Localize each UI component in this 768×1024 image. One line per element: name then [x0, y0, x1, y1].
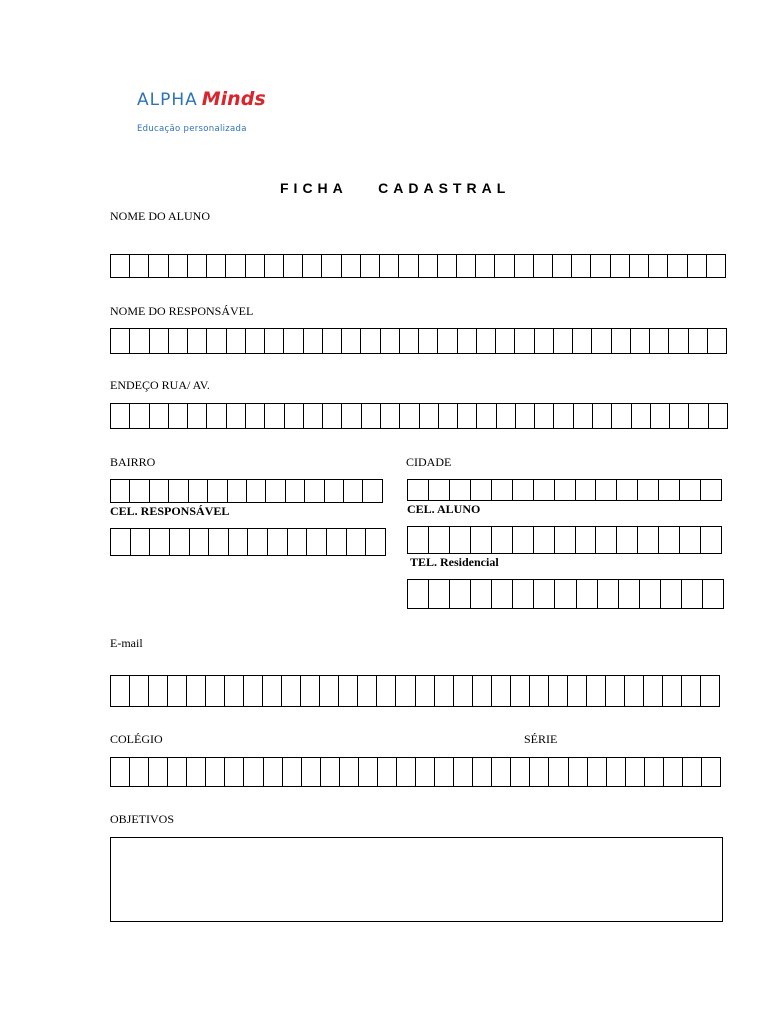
char-box[interactable]	[111, 328, 130, 354]
char-box[interactable]	[689, 328, 708, 354]
char-box[interactable]	[150, 328, 169, 354]
char-box[interactable]	[286, 479, 305, 503]
char-box[interactable]	[187, 757, 206, 787]
char-box[interactable]	[323, 328, 342, 354]
char-box[interactable]	[344, 479, 363, 503]
char-box[interactable]	[555, 579, 576, 609]
char-box[interactable]	[265, 254, 284, 278]
char-box[interactable]	[284, 328, 303, 354]
char-box[interactable]	[632, 403, 651, 429]
char-box[interactable]	[497, 403, 516, 429]
char-box[interactable]	[399, 254, 418, 278]
char-box[interactable]	[325, 479, 344, 503]
colegio-serie-field[interactable]	[110, 757, 721, 787]
char-box[interactable]	[150, 403, 169, 429]
char-box[interactable]	[207, 403, 226, 429]
char-box[interactable]	[511, 675, 530, 707]
char-box[interactable]	[304, 403, 323, 429]
char-box[interactable]	[408, 579, 429, 609]
label-tel-residencial: TEL. Residencial	[410, 555, 499, 569]
char-box[interactable]	[359, 757, 378, 787]
char-box[interactable]	[321, 757, 340, 787]
logo-alpha-text: ALPHA	[137, 90, 198, 110]
char-box[interactable]	[342, 254, 361, 278]
char-box[interactable]	[659, 526, 680, 554]
char-box[interactable]	[612, 403, 631, 429]
label-cel-responsavel: CEL. RESPONSÁVEL	[110, 504, 230, 518]
char-box[interactable]	[555, 479, 576, 501]
char-box[interactable]	[596, 526, 617, 554]
char-box[interactable]	[669, 328, 688, 354]
char-box[interactable]	[495, 254, 514, 278]
char-box[interactable]	[593, 403, 612, 429]
char-box[interactable]	[246, 328, 265, 354]
char-box[interactable]	[244, 757, 263, 787]
char-box[interactable]	[342, 403, 361, 429]
char-box[interactable]	[644, 675, 663, 707]
char-box[interactable]	[492, 579, 513, 609]
char-box[interactable]	[549, 757, 568, 787]
char-box[interactable]	[288, 528, 308, 556]
char-box[interactable]	[670, 403, 689, 429]
char-box[interactable]	[347, 528, 367, 556]
char-box[interactable]	[342, 328, 361, 354]
label-email: E-mail	[110, 636, 143, 650]
char-box[interactable]	[150, 479, 169, 503]
char-box[interactable]	[477, 403, 496, 429]
char-box[interactable]	[617, 526, 638, 554]
char-box[interactable]	[285, 403, 304, 429]
char-box[interactable]	[322, 254, 341, 278]
char-box[interactable]	[661, 579, 682, 609]
char-box[interactable]	[111, 403, 130, 429]
char-box[interactable]	[169, 479, 188, 503]
char-box[interactable]	[549, 675, 568, 707]
char-box[interactable]	[169, 254, 188, 278]
char-box[interactable]	[206, 757, 225, 787]
char-box[interactable]	[680, 526, 701, 554]
char-box[interactable]	[305, 479, 324, 503]
char-box[interactable]	[263, 675, 282, 707]
char-box[interactable]	[473, 675, 492, 707]
char-box[interactable]	[247, 479, 266, 503]
label-colegio: COLÉGIO	[110, 732, 163, 746]
char-box[interactable]	[631, 328, 650, 354]
char-box[interactable]	[208, 479, 227, 503]
char-box[interactable]	[606, 675, 625, 707]
char-box[interactable]	[361, 254, 380, 278]
char-box[interactable]	[588, 757, 607, 787]
char-box[interactable]	[572, 254, 591, 278]
char-box[interactable]	[207, 328, 226, 354]
char-box[interactable]	[707, 254, 726, 278]
char-box[interactable]	[420, 403, 439, 429]
char-box[interactable]	[534, 526, 555, 554]
char-box[interactable]	[513, 579, 534, 609]
char-box[interactable]	[207, 254, 226, 278]
char-box[interactable]	[111, 254, 130, 278]
char-box[interactable]	[438, 328, 457, 354]
cidade-field[interactable]	[407, 479, 722, 501]
char-box[interactable]	[304, 328, 323, 354]
char-box[interactable]	[190, 528, 210, 556]
char-box[interactable]	[689, 403, 708, 429]
char-box[interactable]	[188, 328, 207, 354]
char-box[interactable]	[246, 254, 265, 278]
char-box[interactable]	[574, 403, 593, 429]
label-objetivos: OBJETIVOS	[110, 812, 175, 826]
char-box[interactable]	[149, 757, 168, 787]
char-box[interactable]	[168, 675, 187, 707]
char-box[interactable]	[397, 757, 416, 787]
char-box[interactable]	[598, 579, 619, 609]
label-nome-aluno: NOME DO ALUNO	[110, 209, 210, 223]
char-box[interactable]	[265, 328, 284, 354]
char-box[interactable]	[366, 528, 386, 556]
char-box[interactable]	[227, 328, 246, 354]
char-box[interactable]	[419, 328, 438, 354]
char-box[interactable]	[568, 675, 587, 707]
char-box[interactable]	[188, 254, 207, 278]
char-box[interactable]	[645, 757, 664, 787]
char-box[interactable]	[246, 403, 265, 429]
char-box[interactable]	[534, 254, 553, 278]
char-box[interactable]	[266, 479, 285, 503]
char-box[interactable]	[429, 526, 450, 554]
char-box[interactable]	[381, 328, 400, 354]
char-box[interactable]	[419, 254, 438, 278]
char-box[interactable]	[169, 403, 188, 429]
char-box[interactable]	[457, 254, 476, 278]
char-box[interactable]	[380, 254, 399, 278]
char-box[interactable]	[111, 479, 130, 503]
bairro-field[interactable]	[110, 479, 383, 503]
char-box[interactable]	[416, 757, 435, 787]
char-box[interactable]	[188, 403, 207, 429]
char-box[interactable]	[130, 479, 149, 503]
char-box[interactable]	[111, 528, 131, 556]
char-box[interactable]	[611, 254, 630, 278]
char-box[interactable]	[492, 757, 511, 787]
char-box[interactable]	[130, 403, 149, 429]
char-box[interactable]	[596, 479, 617, 501]
char-box[interactable]	[471, 579, 492, 609]
label-nome-responsavel: NOME DO RESPONSÁVEL	[110, 304, 254, 318]
objetivos-field[interactable]	[110, 837, 723, 922]
char-box[interactable]	[248, 528, 268, 556]
char-box[interactable]	[587, 675, 606, 707]
cel-responsavel-field[interactable]	[110, 528, 386, 556]
char-box[interactable]	[703, 579, 724, 609]
char-box[interactable]	[511, 757, 530, 787]
char-box[interactable]	[492, 526, 513, 554]
char-box[interactable]	[573, 328, 592, 354]
char-box[interactable]	[229, 528, 249, 556]
char-box[interactable]	[435, 757, 454, 787]
char-box[interactable]	[168, 757, 187, 787]
char-box[interactable]	[650, 328, 669, 354]
char-box[interactable]	[362, 403, 381, 429]
char-box[interactable]	[378, 757, 397, 787]
char-box[interactable]	[111, 757, 130, 787]
endereco-field[interactable]	[110, 403, 728, 429]
char-box[interactable]	[438, 254, 457, 278]
char-box[interactable]	[283, 757, 302, 787]
nome-aluno-field[interactable]	[110, 254, 726, 278]
label-bairro: BAIRRO	[110, 455, 156, 469]
label-cidade: CIDADE	[406, 455, 452, 469]
char-box[interactable]	[592, 328, 611, 354]
char-box[interactable]	[682, 675, 701, 707]
char-box[interactable]	[131, 528, 151, 556]
logo-tagline: Educação personalizada	[137, 124, 247, 134]
char-box[interactable]	[169, 328, 188, 354]
char-box[interactable]	[530, 757, 549, 787]
char-box[interactable]	[377, 675, 396, 707]
form-title: FICHA CADASTRAL	[280, 180, 511, 196]
char-box[interactable]	[265, 403, 284, 429]
char-box[interactable]	[149, 254, 168, 278]
char-box[interactable]	[130, 328, 149, 354]
nome-responsavel-field[interactable]	[110, 328, 727, 354]
char-box[interactable]	[638, 479, 659, 501]
char-box[interactable]	[680, 479, 701, 501]
char-box[interactable]	[303, 254, 322, 278]
char-box[interactable]	[225, 757, 244, 787]
char-box[interactable]	[206, 675, 225, 707]
char-box[interactable]	[516, 403, 535, 429]
char-box[interactable]	[708, 328, 727, 354]
char-box[interactable]	[709, 403, 728, 429]
char-box[interactable]	[617, 479, 638, 501]
char-box[interactable]	[619, 579, 640, 609]
char-box[interactable]	[515, 328, 534, 354]
char-box[interactable]	[408, 479, 429, 501]
label-cel-aluno: CEL. ALUNO	[407, 502, 481, 516]
char-box[interactable]	[638, 526, 659, 554]
char-box[interactable]	[626, 757, 645, 787]
char-box[interactable]	[688, 254, 707, 278]
char-box[interactable]	[471, 479, 492, 501]
char-box[interactable]	[284, 254, 303, 278]
char-box[interactable]	[476, 254, 495, 278]
char-box[interactable]	[327, 528, 347, 556]
char-box[interactable]	[701, 675, 720, 707]
char-box[interactable]	[225, 675, 244, 707]
char-box[interactable]	[471, 526, 492, 554]
char-box[interactable]	[187, 675, 206, 707]
char-box[interactable]	[513, 479, 534, 501]
char-box[interactable]	[701, 526, 722, 554]
char-box[interactable]	[381, 403, 400, 429]
char-box[interactable]	[682, 579, 703, 609]
char-box[interactable]	[454, 675, 473, 707]
char-box[interactable]	[400, 328, 419, 354]
char-box[interactable]	[612, 328, 631, 354]
char-box[interactable]	[363, 479, 382, 503]
char-box[interactable]	[625, 675, 644, 707]
char-box[interactable]	[226, 254, 245, 278]
char-box[interactable]	[282, 675, 301, 707]
char-box[interactable]	[668, 254, 687, 278]
char-box[interactable]	[553, 254, 572, 278]
char-box[interactable]	[339, 675, 358, 707]
char-box[interactable]	[496, 328, 515, 354]
char-box[interactable]	[450, 526, 471, 554]
char-box[interactable]	[400, 403, 419, 429]
char-box[interactable]	[358, 675, 377, 707]
char-box[interactable]	[651, 403, 670, 429]
char-box[interactable]	[150, 528, 170, 556]
char-box[interactable]	[576, 526, 597, 554]
char-box[interactable]	[340, 757, 359, 787]
char-box[interactable]	[170, 528, 190, 556]
char-box[interactable]	[450, 579, 471, 609]
char-box[interactable]	[663, 675, 682, 707]
char-box[interactable]	[439, 403, 458, 429]
char-box[interactable]	[301, 675, 320, 707]
char-box[interactable]	[244, 675, 263, 707]
char-box[interactable]	[130, 757, 149, 787]
char-box[interactable]	[458, 328, 477, 354]
logo-minds-text: Minds	[201, 88, 266, 110]
char-box[interactable]	[702, 757, 721, 787]
char-box[interactable]	[630, 254, 649, 278]
char-box[interactable]	[189, 479, 208, 503]
char-box[interactable]	[130, 254, 149, 278]
char-box[interactable]	[458, 403, 477, 429]
char-box[interactable]	[130, 675, 149, 707]
char-box[interactable]	[515, 254, 534, 278]
char-box[interactable]	[323, 403, 342, 429]
char-box[interactable]	[534, 579, 555, 609]
char-box[interactable]	[228, 479, 247, 503]
char-box[interactable]	[492, 675, 511, 707]
char-box[interactable]	[429, 579, 450, 609]
char-box[interactable]	[664, 757, 683, 787]
char-box[interactable]	[429, 479, 450, 501]
char-box[interactable]	[209, 528, 229, 556]
char-box[interactable]	[554, 403, 573, 429]
char-box[interactable]	[307, 528, 327, 556]
char-box[interactable]	[577, 579, 598, 609]
char-box[interactable]	[576, 479, 597, 501]
char-box[interactable]	[477, 328, 496, 354]
cel-aluno-field[interactable]	[407, 526, 722, 554]
char-box[interactable]	[492, 479, 513, 501]
char-box[interactable]	[607, 757, 626, 787]
char-box[interactable]	[530, 675, 549, 707]
char-box[interactable]	[701, 479, 722, 501]
char-box[interactable]	[264, 757, 283, 787]
char-box[interactable]	[450, 479, 471, 501]
char-box[interactable]	[591, 254, 610, 278]
char-box[interactable]	[111, 675, 130, 707]
char-box[interactable]	[535, 328, 554, 354]
char-box[interactable]	[659, 479, 680, 501]
char-box[interactable]	[416, 675, 435, 707]
char-box[interactable]	[473, 757, 492, 787]
char-box[interactable]	[268, 528, 288, 556]
tel-residencial-field[interactable]	[407, 579, 724, 609]
char-box[interactable]	[535, 403, 554, 429]
label-serie: SÉRIE	[524, 732, 558, 746]
char-box[interactable]	[554, 328, 573, 354]
char-box[interactable]	[227, 403, 246, 429]
label-endereco: ENDEÇO RUA/ AV.	[110, 378, 210, 392]
email-field[interactable]	[110, 675, 720, 707]
char-box[interactable]	[569, 757, 588, 787]
char-box[interactable]	[640, 579, 661, 609]
char-box[interactable]	[683, 757, 702, 787]
char-box[interactable]	[361, 328, 380, 354]
char-box[interactable]	[555, 526, 576, 554]
char-box[interactable]	[435, 675, 454, 707]
char-box[interactable]	[320, 675, 339, 707]
char-box[interactable]	[302, 757, 321, 787]
logo	[137, 88, 266, 110]
char-box[interactable]	[649, 254, 668, 278]
char-box[interactable]	[149, 675, 168, 707]
char-box[interactable]	[408, 526, 429, 554]
char-box[interactable]	[396, 675, 415, 707]
char-box[interactable]	[513, 526, 534, 554]
char-box[interactable]	[534, 479, 555, 501]
char-box[interactable]	[454, 757, 473, 787]
